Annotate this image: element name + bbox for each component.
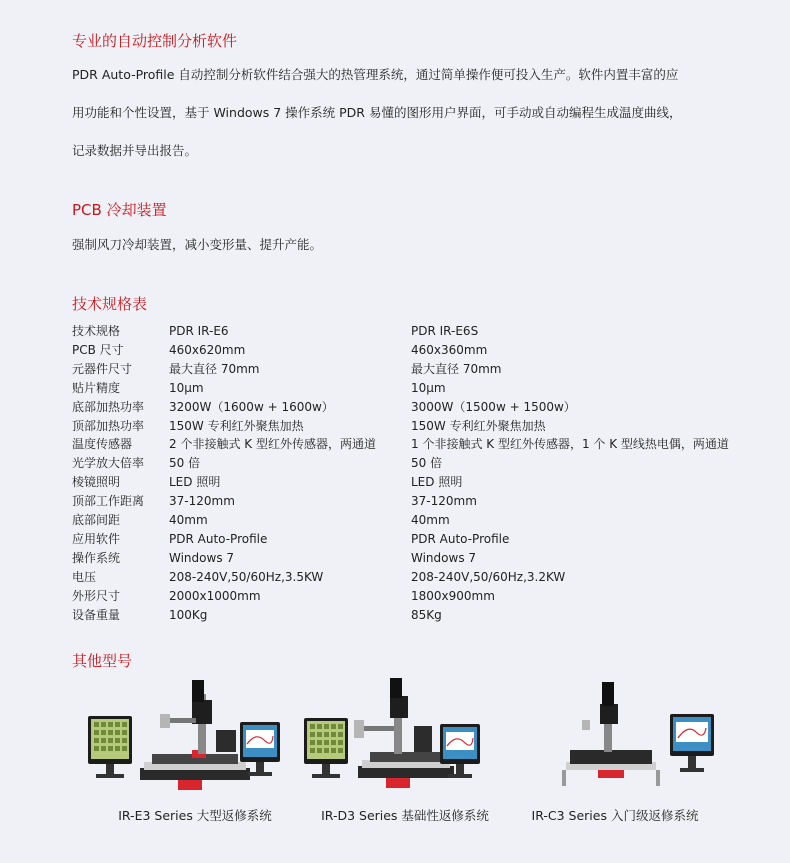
monitor-left-icon: [304, 718, 348, 778]
model-card-ir-c3: [500, 670, 730, 840]
models-section-title: 其他型号: [72, 652, 133, 670]
ir-e3-product-image: [80, 670, 310, 800]
spec-label: 技术规格: [72, 324, 121, 338]
spec-row: [72, 360, 729, 379]
rework-station-icon: [354, 678, 454, 788]
spec-value-ir-e6: Windows 7: [169, 550, 235, 565]
spec-value-ir-e6s: Windows 7: [411, 550, 477, 565]
spec-value-ir-e6: 2 个非接触式 K 型红外传感器，两通道: [169, 437, 376, 452]
spec-value-ir-e6s: PDR IR-E6S: [411, 324, 479, 338]
spec-value-ir-e6: 37-120mm: [169, 494, 235, 509]
spec-label: 操作系统: [72, 550, 121, 565]
model-caption-ir-e3: IR-E3 Series 大型返修系统: [118, 808, 272, 823]
cooling-description: [72, 236, 732, 274]
ir-d3-product-image: [290, 670, 520, 800]
spec-label: PCB 尺寸: [72, 342, 124, 357]
spec-value-ir-e6: 40mm: [169, 513, 208, 528]
software-description: [72, 66, 732, 180]
spec-label: 应用软件: [72, 531, 121, 546]
spec-row: [72, 530, 729, 549]
spec-value-ir-e6: 208-240V,50/60Hz,3.5KW: [169, 569, 324, 584]
spec-label: 棱镜照明: [72, 475, 121, 490]
monitor-left-icon: [88, 716, 132, 778]
spec-value-ir-e6: 3200W（1600w + 1600w）: [169, 399, 334, 414]
software-section-title: 专业的自动控制分析软件: [72, 32, 238, 50]
rework-station-icon: [140, 680, 250, 790]
software-line-1: PDR Auto-Profile 自动控制分析软件结合强大的热管理系统，通过简单操作便可投入生产。软件内置丰富的应: [72, 67, 679, 82]
specs-section-title: 技术规格表: [72, 295, 148, 313]
spec-value-ir-e6: 50 倍: [169, 456, 201, 471]
spec-row: [72, 417, 729, 436]
spec-value-ir-e6s: PDR Auto-Profile: [411, 531, 510, 546]
spec-value-ir-e6s: 3000W（1500w + 1500w）: [411, 399, 576, 414]
spec-value-ir-e6s: 1800x900mm: [411, 588, 495, 603]
spec-label: 底部间距: [72, 513, 121, 528]
spec-value-ir-e6s: 1 个非接触式 K 型红外传感器，1 个 K 型线热电偶，两通道: [411, 437, 729, 452]
spec-row: [72, 568, 729, 587]
spec-value-ir-e6s: 460x360mm: [411, 342, 488, 357]
spec-label: 贴片精度: [72, 380, 121, 395]
spec-row: [72, 379, 729, 398]
spec-value-ir-e6: 10μm: [169, 380, 204, 395]
spec-label: 外形尺寸: [72, 588, 121, 603]
spec-value-ir-e6: PDR IR-E6: [169, 324, 229, 338]
spec-value-ir-e6s: 150W 专利红外聚焦加热: [411, 418, 546, 433]
software-line-2: 用功能和个性设置，基于 Windows 7 操作系统 PDR 易懂的图形用户界面，可手动或自动编程生成温度曲线，: [72, 105, 682, 120]
spec-value-ir-e6s: 40mm: [411, 513, 450, 528]
spec-value-ir-e6: 2000x1000mm: [169, 588, 261, 603]
spec-row: [72, 398, 729, 417]
spec-label: 设备重量: [72, 607, 121, 622]
spec-value-ir-e6s: 10μm: [411, 380, 446, 395]
spec-row: [72, 606, 729, 625]
rework-station-icon: [562, 682, 660, 786]
model-card-ir-e3: [80, 670, 310, 840]
monitor-right-icon: [670, 714, 714, 772]
spec-table: [72, 322, 729, 625]
spec-label: 顶部加热功率: [72, 418, 145, 433]
spec-value-ir-e6: 460x620mm: [169, 342, 246, 357]
spec-value-ir-e6: 最大直径 70mm: [169, 361, 260, 376]
spec-value-ir-e6s: LED 照明: [411, 475, 463, 490]
spec-row: [72, 492, 729, 511]
spec-label: 底部加热功率: [72, 399, 145, 414]
spec-row: [72, 549, 729, 568]
model-card-ir-d3: [290, 670, 520, 840]
spec-value-ir-e6s: 37-120mm: [411, 494, 477, 509]
spec-value-ir-e6s: 50 倍: [411, 456, 443, 471]
spec-value-ir-e6: 100Kg: [169, 607, 208, 622]
software-line-3: 记录数据并导出报告。: [72, 143, 198, 158]
spec-value-ir-e6s: 85Kg: [411, 607, 442, 622]
spec-label: 温度传感器: [72, 437, 133, 452]
cooling-text: 强制风刀冷却装置，减小变形量、提升产能。: [72, 237, 323, 252]
spec-row: [72, 435, 729, 454]
spec-row: [72, 473, 729, 492]
spec-label: 电压: [72, 569, 97, 584]
cooling-section-title: PCB 冷却装置: [72, 201, 167, 219]
spec-row: [72, 322, 729, 341]
spec-label: 顶部工作距离: [72, 494, 145, 509]
spec-value-ir-e6: LED 照明: [169, 475, 221, 490]
spec-row: [72, 511, 729, 530]
model-caption-ir-d3: IR-D3 Series 基础性返修系统: [321, 808, 489, 823]
spec-value-ir-e6: PDR Auto-Profile: [169, 531, 268, 546]
ir-c3-product-image: [500, 670, 730, 800]
model-caption-ir-c3: IR-C3 Series 入门级返修系统: [531, 808, 699, 823]
models-gallery: [0, 670, 790, 850]
spec-label: 元器件尺寸: [72, 361, 133, 376]
spec-row: [72, 587, 729, 606]
spec-row: [72, 454, 729, 473]
spec-value-ir-e6: 150W 专利红外聚焦加热: [169, 418, 304, 433]
spec-value-ir-e6s: 最大直径 70mm: [411, 361, 502, 376]
spec-label: 光学放大倍率: [72, 456, 145, 471]
spec-value-ir-e6s: 208-240V,50/60Hz,3.2KW: [411, 569, 566, 584]
spec-row: [72, 341, 729, 360]
